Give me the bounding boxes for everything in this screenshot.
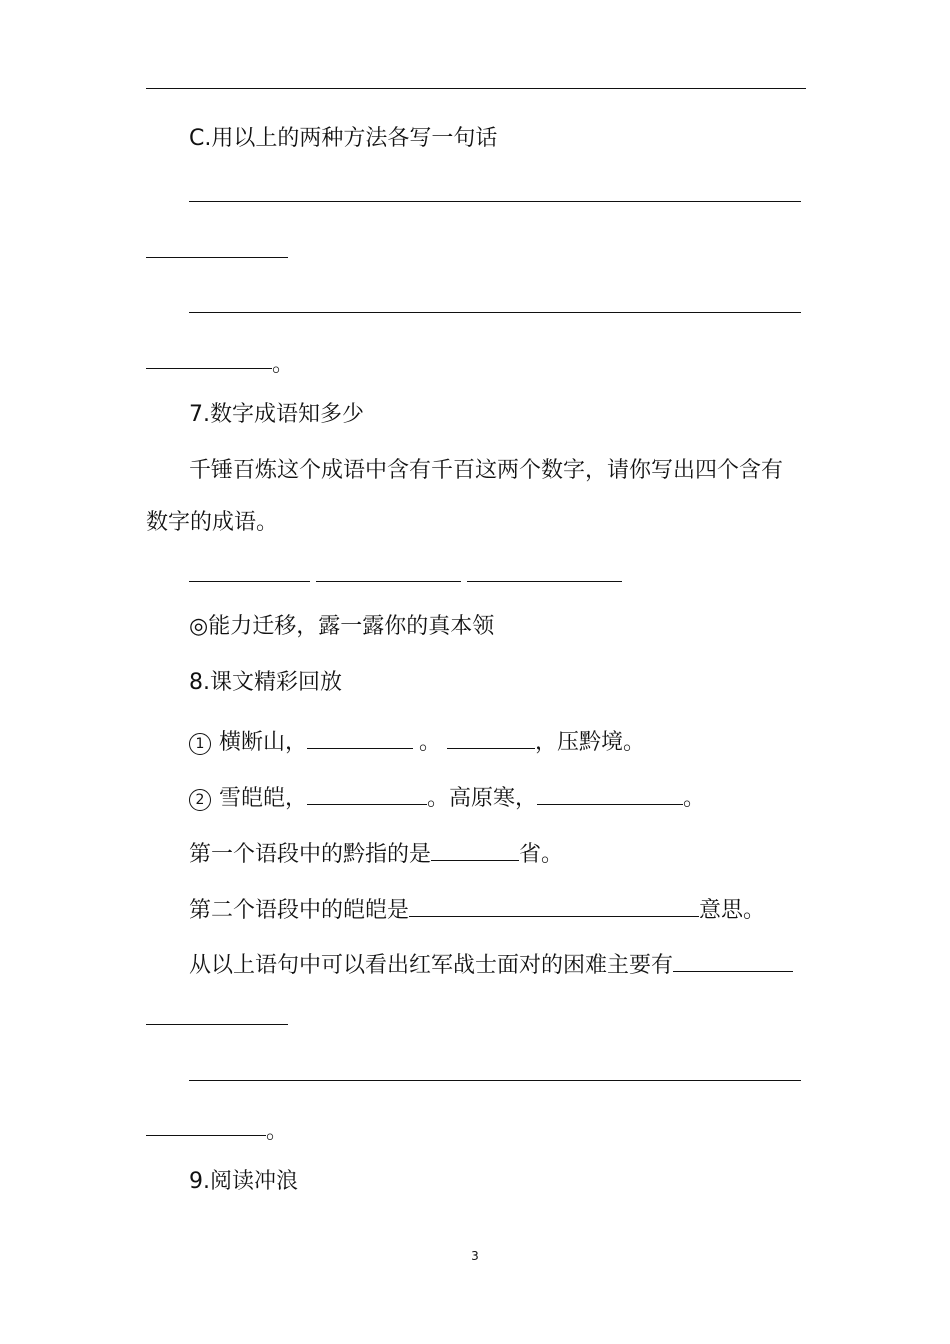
q8-question-1-blank[interactable] bbox=[431, 836, 519, 861]
q8-item-2-text-before: 雪皑皑， bbox=[219, 786, 308, 811]
circled-number-1: 1 bbox=[189, 733, 211, 755]
q7-answer-blank-1[interactable] bbox=[189, 581, 310, 582]
circled-number-2: 2 bbox=[189, 789, 211, 811]
q8-item-1-blank-2[interactable] bbox=[447, 724, 535, 749]
q7-prompt-line-2: 数字的成语。 bbox=[146, 510, 279, 535]
q8-question-2-before: 第二个语段中的皑皑是 bbox=[189, 898, 410, 923]
ability-heading: ◎能力迁移，露一露你的真本领 bbox=[189, 614, 495, 639]
q8-item-2-end-punct: 。 bbox=[683, 786, 706, 811]
q8-question-1-before: 第一个语段中的黔指的是 bbox=[189, 842, 432, 867]
q8-item-1-blank-1[interactable] bbox=[307, 724, 413, 749]
q8-item-2-mid-text: 。高原寒， bbox=[427, 786, 538, 811]
q8-answer-line-2[interactable] bbox=[189, 1080, 801, 1081]
q7-heading: 7.数字成语知多少 bbox=[189, 402, 364, 427]
q8-question-3-blank[interactable] bbox=[673, 947, 793, 972]
q8-item-1 bbox=[189, 724, 645, 758]
top-answer-line bbox=[146, 88, 806, 89]
q8-question-1 bbox=[189, 836, 563, 870]
q8-item-2-blank-2[interactable] bbox=[537, 780, 683, 805]
section-c-answer-line-2[interactable] bbox=[189, 312, 801, 313]
q7-answer-blank-3[interactable] bbox=[467, 581, 622, 582]
page-number: 3 bbox=[471, 1249, 479, 1263]
q7-answer-blank-2[interactable] bbox=[316, 581, 461, 582]
q9-heading: 9.阅读冲浪 bbox=[189, 1169, 298, 1194]
section-c-answer-line-1-cont[interactable] bbox=[146, 257, 288, 258]
q8-question-3 bbox=[189, 947, 793, 981]
q8-item-2 bbox=[189, 780, 705, 814]
q8-question-3-before: 从以上语句中可以看出红军战士面对的困难主要有 bbox=[189, 953, 674, 978]
q8-question-1-after: 省。 bbox=[519, 842, 564, 867]
section-c-answer-line-2-cont[interactable] bbox=[146, 368, 272, 369]
q8-item-1-text-after: ，压黔境。 bbox=[535, 730, 646, 755]
q8-question-2 bbox=[189, 892, 765, 926]
section-c-end-period: 。 bbox=[272, 352, 295, 377]
q8-heading: 8.课文精彩回放 bbox=[189, 670, 342, 695]
section-c-heading: C.用以上的两种方法各写一句话 bbox=[189, 126, 498, 151]
q8-answer-line-2-cont[interactable] bbox=[146, 1135, 266, 1136]
q8-item-1-text-before: 横断山， bbox=[219, 730, 308, 755]
q8-question-2-after: 意思。 bbox=[699, 898, 766, 923]
q8-question-2-blank[interactable] bbox=[409, 892, 699, 917]
q8-answer-line-1-cont[interactable] bbox=[146, 1024, 288, 1025]
q8-end-period: 。 bbox=[266, 1119, 289, 1144]
q8-item-1-mid-punct: 。 bbox=[419, 730, 442, 755]
q7-prompt-line-1: 千锤百炼这个成语中含有千百这两个数字，请你写出四个含有 bbox=[189, 458, 784, 483]
q8-item-2-blank-1[interactable] bbox=[307, 780, 427, 805]
section-c-answer-line-1[interactable] bbox=[189, 201, 801, 202]
